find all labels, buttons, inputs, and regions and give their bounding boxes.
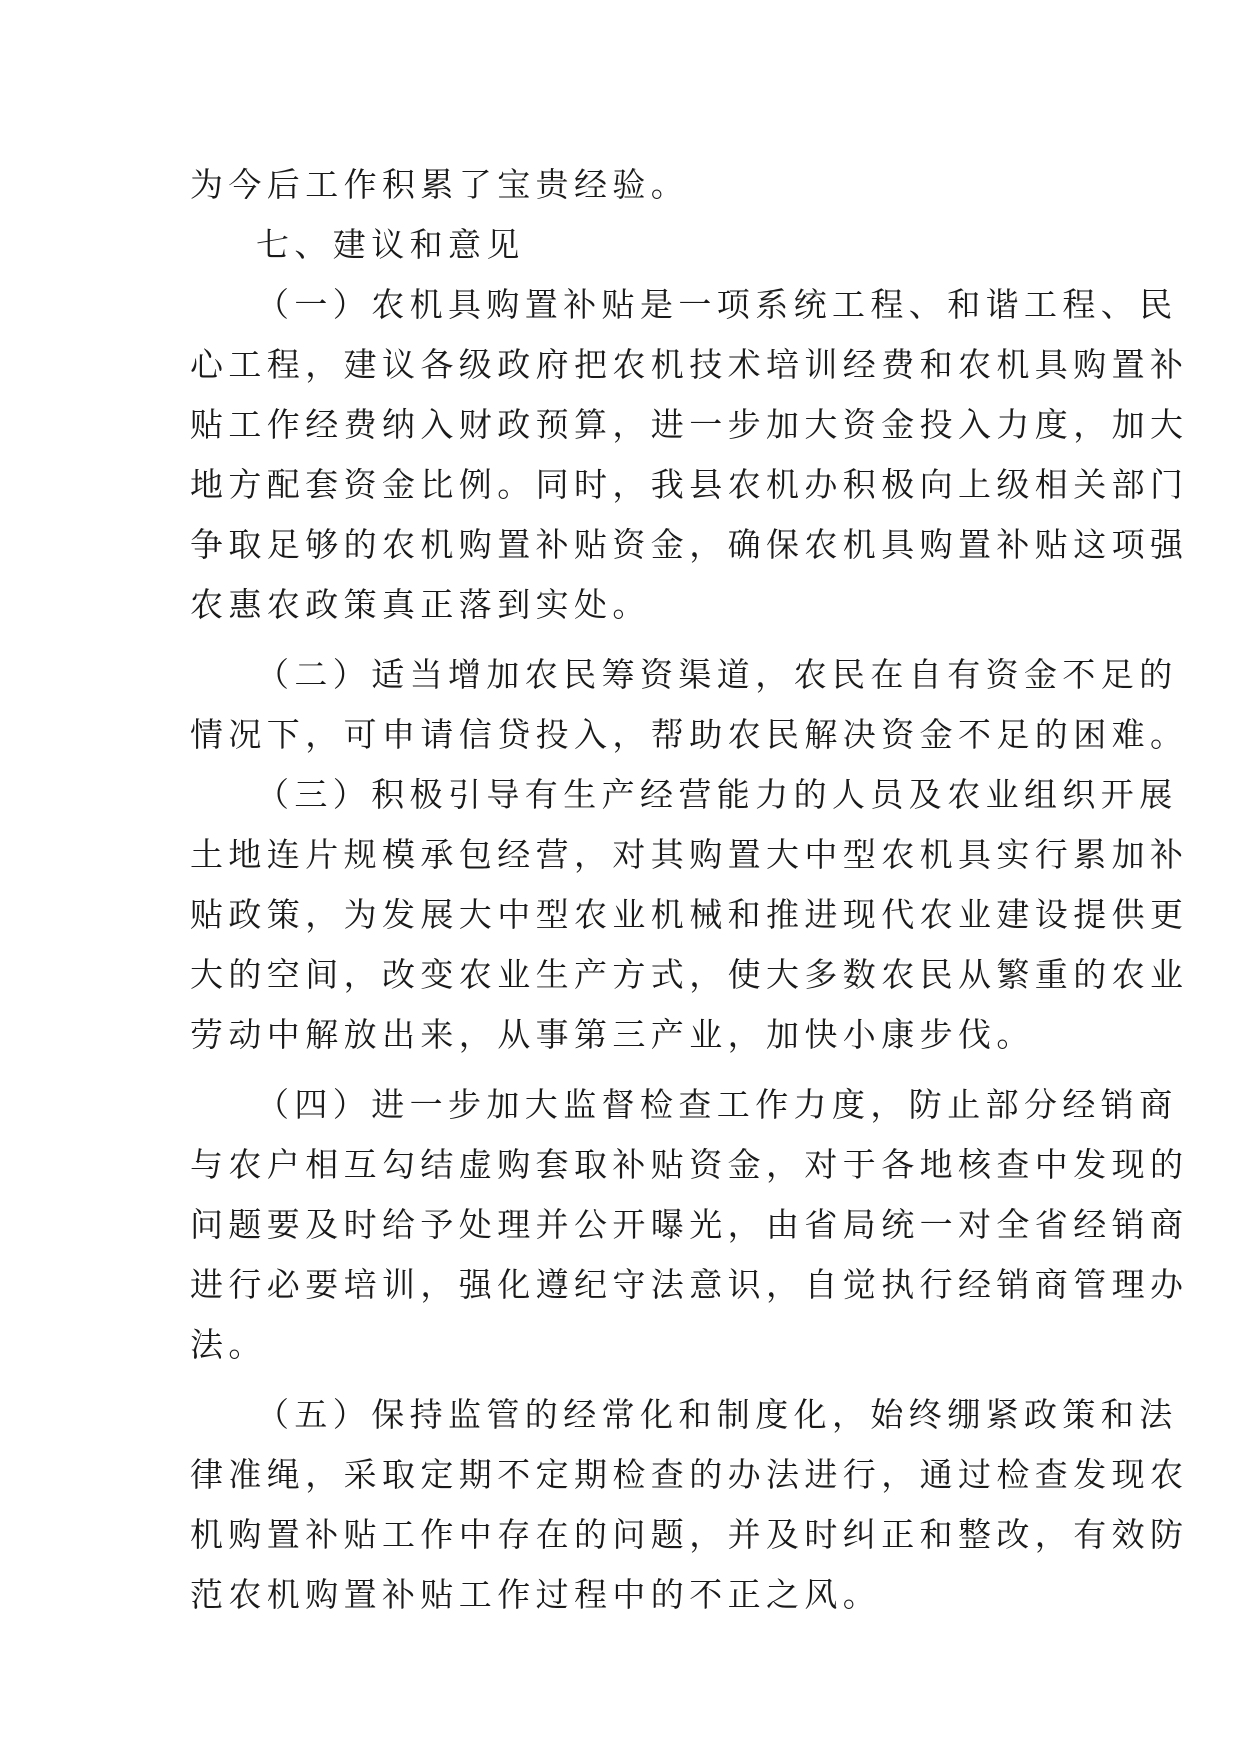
text-line: （一）农机具购置补贴是一项系统工程、和谐工程、民 xyxy=(256,285,1178,324)
text-line: 贴政策，为发展大中型农业机械和推进现代农业建设提供更 xyxy=(190,895,1189,934)
text-line: 律准绳，采取定期不定期检查的办法进行，通过检查发现农 xyxy=(190,1455,1189,1494)
text-line: 地方配套资金比例。同时，我县农机办积极向上级相关部门 xyxy=(190,465,1189,504)
text-line: 农惠农政策真正落到实处。 xyxy=(190,585,651,624)
text-line: 与农户相互勾结虚购套取补贴资金，对于各地核查中发现的 xyxy=(190,1145,1189,1184)
text-line: 机购置补贴工作中存在的问题，并及时纠正和整改，有效防 xyxy=(190,1515,1189,1554)
text-line: 大的空间，改变农业生产方式，使大多数农民从繁重的农业 xyxy=(190,955,1189,994)
section-heading: 七、建议和意见 xyxy=(256,225,525,264)
text-line: 为今后工作积累了宝贵经验。 xyxy=(190,165,690,204)
text-line: 法。 xyxy=(190,1325,267,1364)
text-line: 心工程，建议各级政府把农机技术培训经费和农机具购置补 xyxy=(190,345,1189,384)
text-line: （二）适当增加农民筹资渠道，农民在自有资金不足的 xyxy=(256,655,1178,694)
text-line: 土地连片规模承包经营，对其购置大中型农机具实行累加补 xyxy=(190,835,1189,874)
text-line: 贴工作经费纳入财政预算，进一步加大资金投入力度，加大 xyxy=(190,405,1189,444)
text-line: （三）积极引导有生产经营能力的人员及农业组织开展 xyxy=(256,775,1178,814)
text-line: 问题要及时给予处理并公开曝光，由省局统一对全省经销商 xyxy=(190,1205,1189,1244)
text-line: 争取足够的农机购置补贴资金，确保农机具购置补贴这项强 xyxy=(190,525,1189,564)
text-line: 劳动中解放出来，从事第三产业，加快小康步伐。 xyxy=(190,1015,1035,1054)
text-line: （五）保持监管的经常化和制度化，始终绷紧政策和法 xyxy=(256,1395,1178,1434)
text-line: 范农机购置补贴工作过程中的不正之风。 xyxy=(190,1575,882,1614)
text-line: （四）进一步加大监督检查工作力度，防止部分经销商 xyxy=(256,1085,1178,1124)
text-line: 情况下，可申请信贷投入，帮助农民解决资金不足的困难。 xyxy=(190,715,1189,754)
text-line: 进行必要培训，强化遵纪守法意识，自觉执行经销商管理办 xyxy=(190,1265,1189,1304)
